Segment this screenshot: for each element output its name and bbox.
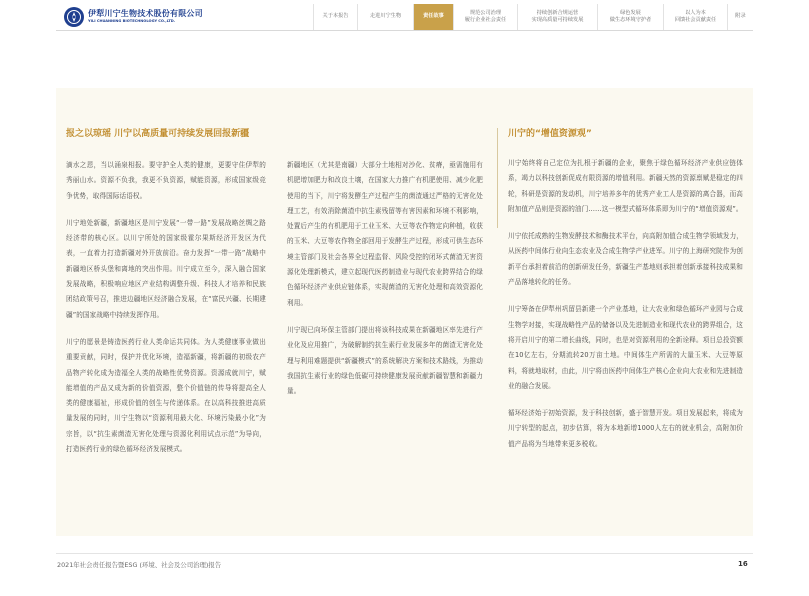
nav-innovation-compliance[interactable]: 持续创新合规运营 实现高质量可持续发展 (517, 4, 597, 30)
logo-emblem-icon (64, 7, 84, 27)
paragraph: 川宁依托成熟的生物发酵技术和酶技术平台，向高附加值合成生物学领域发力，从医药中间体行业向生态农业及合成生物学产业进军。川宁的上海研究院作为创新平台承担着前沿的创新研发任务，新疆生产基地则承担着创新承接科技成果和产品落地转化的任务。 (508, 232, 743, 287)
logo-english-name: YILI CHUANNING BIOTECHNOLOGY CO.,LTD. (88, 19, 176, 24)
logo-chinese-name: 伊犁川宁生物技术股份有限公司 (88, 9, 203, 19)
section1-column-1 (66, 158, 266, 469)
nav-green-development[interactable]: 绿色发展 做生态环境守护者 (597, 4, 663, 30)
company-logo (64, 6, 203, 28)
nav-about-report[interactable]: 关于本报告 (313, 4, 357, 30)
section-divider (497, 128, 498, 228)
section2-column (508, 126, 743, 464)
footer-report-title: 2021年社会责任报告暨ESG (环境、社会及公司治理)报告 (57, 561, 222, 569)
section1-title: 报之以琼瑶 川宁以高质量可持续发展回报新疆 (66, 129, 250, 139)
section1-column-2 (287, 158, 483, 411)
section1-heading-wrap (66, 126, 486, 139)
page-header (56, 4, 753, 31)
section2-title: 川宁的“增值资源观” (508, 129, 592, 139)
footer-divider (56, 553, 753, 554)
nav-appendix[interactable]: 附录 (727, 4, 753, 30)
paragraph: 循环经济始于初始资源，发于科技创新，盛于智慧开发。项目发展起来，将成为川宁转型的起点，初步估算，将为本地新增1000人左右的就业机会，高附加价值产品将为当地带来更多税收。 (508, 409, 743, 448)
paragraph: 滴水之恩，当以涌泉相报。要守护全人类的健康，更要守住伊犁的秀丽山水。资源不负我，我更不负资源，赋能资源，形成国家级竞争优势，取得国际话语权。 (66, 161, 266, 200)
content-panel (56, 88, 753, 536)
page-number: 16 (738, 560, 748, 568)
nav-people-oriented[interactable]: 以人为本 回馈社会贡献责任 (663, 4, 727, 30)
nav-responsibility-stories[interactable]: 责任故事 (413, 4, 453, 30)
paragraph: 川宁现已向环保主管部门提出将该科技成果在新疆地区率先进行产业化及应用推广，为破解制约抗生素行业发展多年的菌渣无害化处理与利用难题提供“新疆模式”的系统解决方案和技术路线，为推动我国抗生素行业的绿色低碳可持续健康发展贡献新疆智慧和新疆力量。 (287, 325, 483, 396)
paragraph: 川宁的愿景是铸造医药行业人类命运共同体。为人类健康事业做出重要贡献，同时，保护并优化环境，造福新疆，将新疆的初级农产品物产转化成为造福全人类的战略性优势资源。资源成就川宁，赋能增值的产品又成为新的价值资源，整个价值链的传导将提高全人类的健康福祉，形成价值的创生与传递体系。在以高科技推进高质量发展的同时，川宁生物以“资源利用最大化、环境污染最小化”为宗旨，以“抗生素菌渣无害化处理与资源化利用试点示范”为导向，打造医药行业的绿色循环经济发展模式。 (66, 337, 266, 454)
paragraph: 川宁地处新疆，新疆地区是川宁发展“一带一路”发展战略丝绸之路经济带的核心区。以川宁所处的国家级霍尔果斯经济开发区为代表，一直着力打造新疆对外开放前沿。奋力发挥“一带一路”战略中新疆地区桥头堡和离地的突出作用。川宁成立至今，深入融合国家发展战略，积极响应地区产业结构调整升级、科技人才培养和民族团结政策号召，推进边疆地区经济融合发展，在“富民兴疆、长期建疆”的国家战略中持续发挥作用。 (66, 218, 266, 319)
paragraph: 新疆地区（尤其是南疆）大部分土地相对沙化、贫瘠，亟需施用有机肥增加肥力和改良土壤，在国家大力推广有机肥使用、减少化肥使用的当下，川宁将发酵生产过程产生的菌渣通过严格的无害化处理工艺，有效消除菌渣中抗生素残留等有害因素和环境不利影响，处置后产生的有机肥用于工业玉米、大豆等农作物定向种植，收获的玉米、大豆等农作物全部回用于发酵生产过程，形成可供生态环境主管部门及社会各界全过程监督、风险受控的闭环式菌渣无害资源化处理新模式，建立起现代医药制造业与现代农业跨界结合的绿色循环经济产业供应链体系，实现菌渣的无害化处理和高效资源化利用。 (287, 161, 483, 307)
paragraph: 川宁始终将自己定位为扎根于新疆的企业，聚焦于绿色循环经济产业供应链体系，竭力以科技创新促成有限资源的增值利用。新疆天然的资源禀赋是稳定的四轮，科研是资源的发动机，川宁培养多年的优秀产业工人是资源的离合器，而高附加值产品则是资源的油门……这一模型式循环体系即为川宁的“增值资源观”。 (508, 159, 743, 213)
nav-about-chuanning[interactable]: 走进川宁生物 (357, 4, 413, 30)
nav-governance[interactable]: 规范公司治理 履行企业社会责任 (453, 4, 517, 30)
paragraph: 川宁筹备在伊犁州巩留县新建一个产业基地，让大农业和绿色循环产业园与合成生物学对接，实现战略性产品的储备以及先进制造业和现代农业的跨界组合，这将开启川宁的第二增长曲线，同时，也是对资源利用的全新诠释。项目总投资额在10亿左右，分期流转20万亩土地。中间体生产所需的大量玉米、大豆等原料，将就地取材，由此，川宁将由医药中间体生产核心企业向大农业和先进制造业的融合发展。 (508, 305, 743, 390)
